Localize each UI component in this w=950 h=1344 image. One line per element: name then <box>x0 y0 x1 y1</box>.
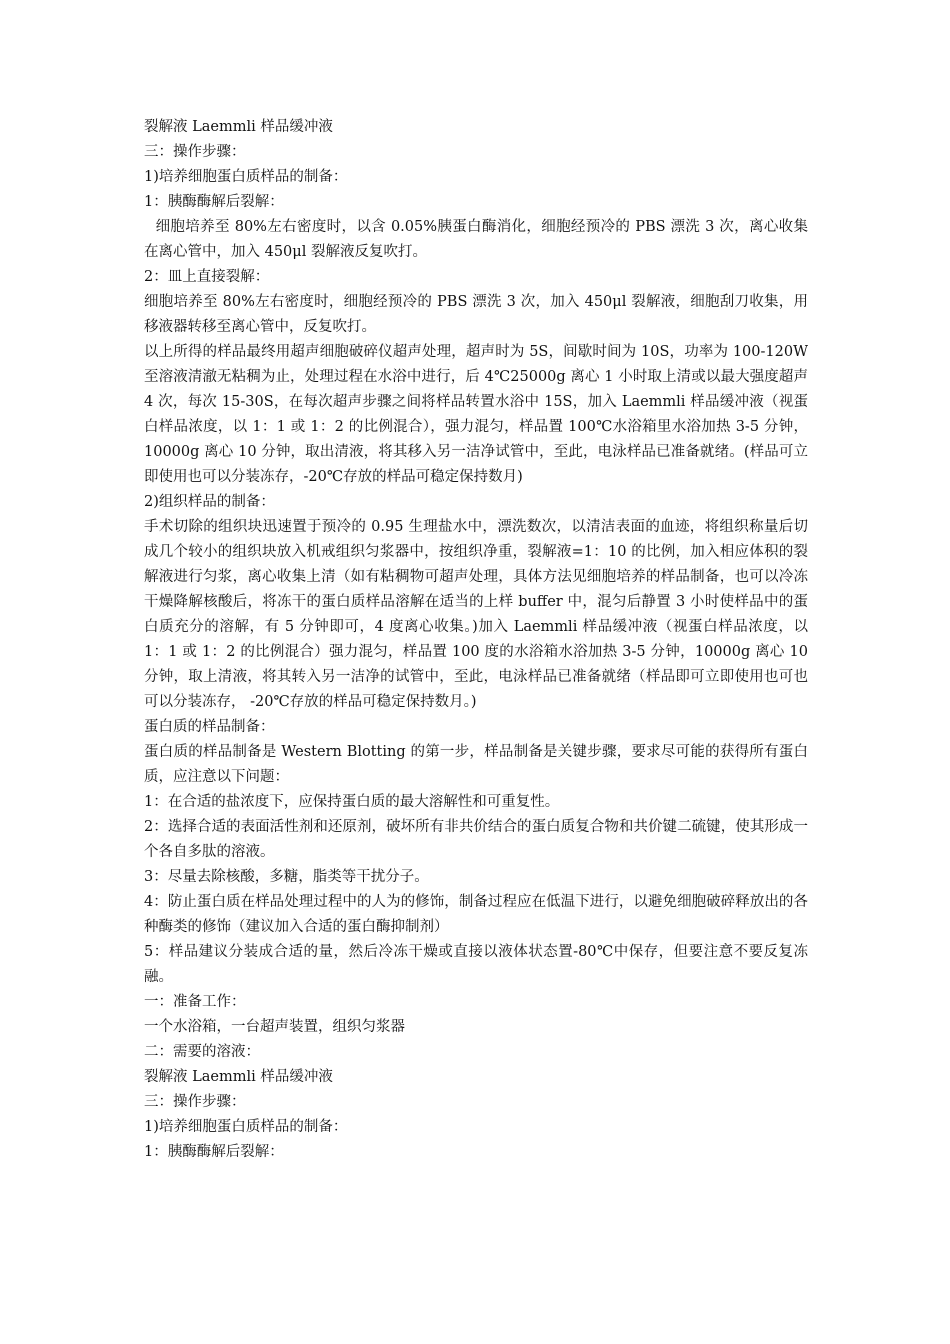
section-heading-steps: 三：操作步骤： <box>144 144 246 160</box>
document-page <box>144 115 808 1165</box>
list-item-prevent-modification: 4：防止蛋白质在样品处理过程中的人为的修饰，制备过程应在低温下进行，以避免细胞破碎释放出的各种酶类的修饰（建议加入合适的蛋白酶抑制剂） <box>144 894 808 935</box>
subheading-tissue-sample: 2)组织样品的制备： <box>144 494 275 510</box>
paragraph-ultrasound-processing: 以上所得的样品最终用超声细胞破碎仪超声处理，超声时为 5S，间歇时间为 10S，功率为 100-120W 至溶液清澈无粘稠为止，处理过程在水浴中进行，后 4℃25000g 离心 1 小时取上清或以最大强度超声 4 次，每次 15-30S，在每次超声步骤之间将样品转置水浴中 15S，加入 Laemmli 样品缓冲液（视蛋白样品浓度，以 1：1 或 1：2 的比例混合），强力混匀，样品置 100℃水浴箱里水浴加热 3-5 分钟，10000g 离心 10 分钟，取出清液，将其移入另一洁净试管中，至此，电泳样品已准备就绪。(样品可立即使用也可以分装冻存，-20℃存放的样品可稳定保持数月) <box>144 344 808 485</box>
subheading-cell-sample-repeat: 1)培养细胞蛋白质样品的制备： <box>144 1119 348 1135</box>
lysis-buffer-line-repeat: 裂解液 Laemmli 样品缓冲液 <box>144 1069 333 1085</box>
section-heading-solutions: 二：需要的溶液： <box>144 1044 260 1060</box>
list-item-surfactant: 2：选择合适的表面活性剂和还原剂，破坏所有非共价结合的蛋白质复合物和共价键二硫键，使其形成一个各自多肽的溶液。 <box>144 819 808 860</box>
lysis-buffer-line: 裂解液 Laemmli 样品缓冲液 <box>144 119 333 135</box>
equipment-line: 一个水浴箱，一台超声装置，组织匀浆器 <box>144 1019 405 1035</box>
heading-protein-sample-prep: 蛋白质的样品制备： <box>144 719 275 735</box>
subheading-cell-sample: 1)培养细胞蛋白质样品的制备： <box>144 169 348 185</box>
step-trypsin-lysis-repeat: 1：胰酶酶解后裂解： <box>144 1144 284 1160</box>
paragraph-dish-procedure: 细胞培养至 80%左右密度时，细胞经预冷的 PBS 漂洗 3 次，加入 450μl 裂解液，细胞刮刀收集，用移液器转移至离心管中，反复吹打。 <box>144 294 808 335</box>
step-trypsin-lysis: 1：胰酶酶解后裂解： <box>144 194 284 210</box>
list-item-storage: 5：样品建议分装成合适的量，然后冷冻干燥或直接以液体状态置-80℃中保存，但要注意不要反复冻融。 <box>144 944 808 985</box>
list-item-remove-nucleic-acid: 3：尽量去除核酸，多糖，脂类等干扰分子。 <box>144 869 429 885</box>
section-heading-preparation: 一：准备工作： <box>144 994 246 1010</box>
step-dish-lysis: 2：皿上直接裂解： <box>144 269 270 285</box>
paragraph-trypsin-procedure: 细胞培养至 80%左右密度时，以含 0.05%胰蛋白酶消化，细胞经预冷的 PBS 漂洗 3 次，离心收集在离心管中，加入 450μl 裂解液反复吹打。 <box>144 219 808 260</box>
list-item-salt-concentration: 1：在合适的盐浓度下，应保持蛋白质的最大溶解性和可重复性。 <box>144 794 560 810</box>
section-heading-steps-repeat: 三：操作步骤： <box>144 1094 246 1110</box>
paragraph-western-blotting-intro: 蛋白质的样品制备是 Western Blotting 的第一步，样品制备是关键步骤，要求尽可能的获得所有蛋白质，应注意以下问题： <box>144 744 808 785</box>
paragraph-tissue-procedure: 手术切除的组织块迅速置于预冷的 0.95 生理盐水中，漂洗数次，以清洁表面的血迹，将组织称量后切成几个较小的组织块放入机戒组织匀浆器中，按组织净重，裂解液=1：10 的比例，加入相应体积的裂解液进行匀浆，离心收集上清（如有粘稠物可超声处理，具体方法见细胞培养的样品制备，也可以冷冻干燥降解核酸后，将冻干的蛋白质样品溶解在适当的上样 buffer 中，混匀后静置 3 小时使样品中的蛋白质充分的溶解，有 5 分钟即可，4 度离心收集。)加入 Laemmli 样品缓冲液（视蛋白样品浓度，以 1：1 或 1：2 的比例混合）强力混匀，样品置 100 度的水浴箱水浴加热 3-5 分钟，10000g 离心 10 分钟，取上清液，将其转入另一洁净的试管中，至此，电泳样品已准备就绪（样品即可立即使用也可也可以分装冻存， -20℃存放的样品可稳定保持数月。) <box>144 519 808 710</box>
